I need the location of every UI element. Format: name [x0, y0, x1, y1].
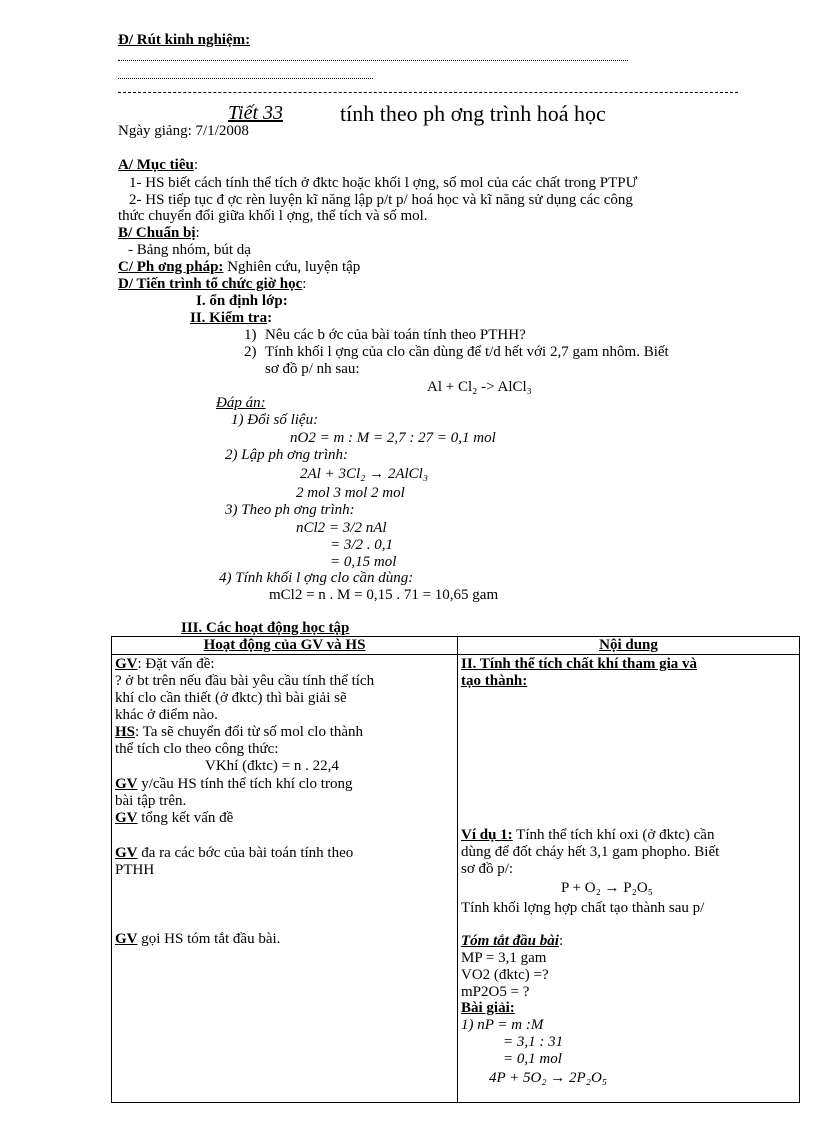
answer-step: 4) Tính khối l ợng clo cần dùng:: [219, 570, 414, 586]
answer-title: Đáp án:: [216, 395, 266, 411]
summary-item: VO2 (đktc) =?: [461, 967, 549, 983]
text-line: Tính khối lợng hợp chất tạo thành sau p/: [461, 900, 705, 916]
text-line: khí clo cần thiết (ở đktc) thì bài giải sẽ: [115, 690, 347, 706]
solution-line: = 3,1 : 31: [503, 1034, 564, 1050]
gv-line: GV y/cầu HS tính thể tích khí clo trong: [115, 776, 353, 792]
hs-line: HS: Ta sẽ chuyển đổi từ số mol clo thành: [115, 724, 364, 740]
preparation-item: - Bảng nhóm, bút dạ: [128, 242, 251, 258]
activities-title: III. Các hoạt động học tập: [181, 620, 350, 636]
gv-line: GV gọi HS tóm tắt đầu bài.: [115, 931, 281, 947]
gv-line: GV tổng kết vấn đề: [115, 810, 234, 826]
question-number: 1): [244, 327, 257, 343]
answer-mols: 2 mol 3 mol 2 mol: [296, 485, 405, 501]
example-line: Ví dụ 1: Tính thể tích khí oxi (ở đktc) cần: [461, 827, 715, 843]
dashed-separator: [118, 92, 738, 93]
answer-step: 3) Theo ph ơng trình:: [225, 502, 355, 518]
question-text: Nêu các b ớc của bài toán tính theo PTHH?: [265, 327, 526, 343]
summary-item: mP2O5 = ?: [461, 984, 530, 1000]
right-cell: [458, 655, 800, 1103]
text-line: thể tích clo theo công thức:: [115, 741, 279, 757]
answer-step: 2) Lập ph ơng trình:: [225, 447, 349, 463]
section-heading: tạo thành:: [461, 673, 528, 689]
text-line: sơ đồ p/:: [461, 861, 514, 877]
text-line: ? ở bt trên nếu đầu bài yêu cầu tính thể tích: [115, 673, 375, 689]
objective-line: thức chuyển đổi giữa khối l ợng, thể tích và số mol.: [118, 208, 428, 224]
objective-line: 1- HS biết cách tính thể tích ở đktc hoặc khối l ợng, số mol của các chất trong PTPƯ: [129, 175, 638, 191]
method-line: C/ Ph ơng pháp: Nghiên cứu, luyện tập: [118, 259, 361, 275]
text-line: dùng để đốt cháy hết 3,1 gam phopho. Biết: [461, 844, 720, 860]
text-line: PTHH: [115, 862, 155, 878]
solution-line: = 0,1 mol: [503, 1051, 562, 1067]
solution-line: 1) nP = m :M: [461, 1017, 544, 1033]
dotted-line: [118, 78, 373, 79]
question-text: sơ đồ p/ nh sau:: [265, 361, 360, 377]
gv-line: GV đa ra các bớc của bài toán tính theo: [115, 845, 354, 861]
question-number: 2): [244, 344, 257, 360]
activities-table: [111, 636, 800, 1103]
volume-formula: VKhí (đktc) = n . 22,4: [205, 758, 339, 774]
column-header-activities: Hoạt động của GV và HS: [112, 637, 458, 655]
summary-item: MP = 3,1 gam: [461, 950, 547, 966]
teaching-date: Ngày giảng: 7/1/2008: [118, 123, 249, 139]
answer-step: 1) Đổi số liệu:: [231, 412, 319, 428]
gv-line: GV: Đặt vấn đề:: [115, 656, 215, 672]
question-text: Tính khối l ợng của clo cần dùng để t/d hết với 2,7 gam nhôm. Biết: [265, 344, 669, 360]
experience-title: Đ/ Rút kinh nghiệm:: [118, 32, 251, 48]
dotted-line: [118, 60, 628, 61]
solution-heading: Bài giải:: [461, 1000, 515, 1016]
lesson-title: tính theo ph ơng trình hoá học: [340, 101, 606, 126]
process-step-2: II. Kiểm tra:: [190, 310, 273, 326]
answer-calc: = 0,15 mol: [330, 554, 397, 570]
objectives-heading: A/ Mục tiêu:: [118, 157, 198, 173]
objective-line: 2- HS tiếp tục đ ợc rèn luyện kĩ năng lập p/t p/ hoá học và kĩ năng sử dụng các công: [129, 192, 633, 208]
answer-calc: = 3/2 . 0,1: [330, 537, 394, 553]
reaction-equation: Al + Cl₂ -> AlCl₃: [427, 379, 532, 395]
answer-equation: 2Al + 3Cl₂ → 2AlCl₃: [300, 466, 429, 482]
section-heading: II. Tính thể tích chất khí tham gia và: [461, 656, 698, 672]
process-step-1: I. ổn định lớp:: [196, 293, 288, 309]
lesson-label: Tiết 33: [228, 102, 284, 124]
left-cell: [112, 655, 458, 1103]
summary-heading: Tóm tắt đầu bài:: [461, 933, 564, 949]
text-line: khác ở điểm nào.: [115, 707, 218, 723]
process-heading: D/ Tiến trình tổ chức giờ học:: [118, 276, 307, 292]
solution-equation: 4P + 5O₂ → 2P₂O₅: [489, 1070, 607, 1086]
text-line: bài tập trên.: [115, 793, 187, 809]
answer-calc: mCl2 = n . M = 0,15 . 71 = 10,65 gam: [269, 587, 499, 603]
answer-calc: nO2 = m : M = 2,7 : 27 = 0,1 mol: [290, 430, 496, 446]
preparation-heading: B/ Chuẩn bị:: [118, 225, 200, 241]
example-equation: P + O₂ → P₂O₅: [561, 880, 653, 896]
answer-calc: nCl2 = 3/2 nAl: [296, 520, 387, 536]
column-header-content: Nội dung: [458, 637, 800, 655]
